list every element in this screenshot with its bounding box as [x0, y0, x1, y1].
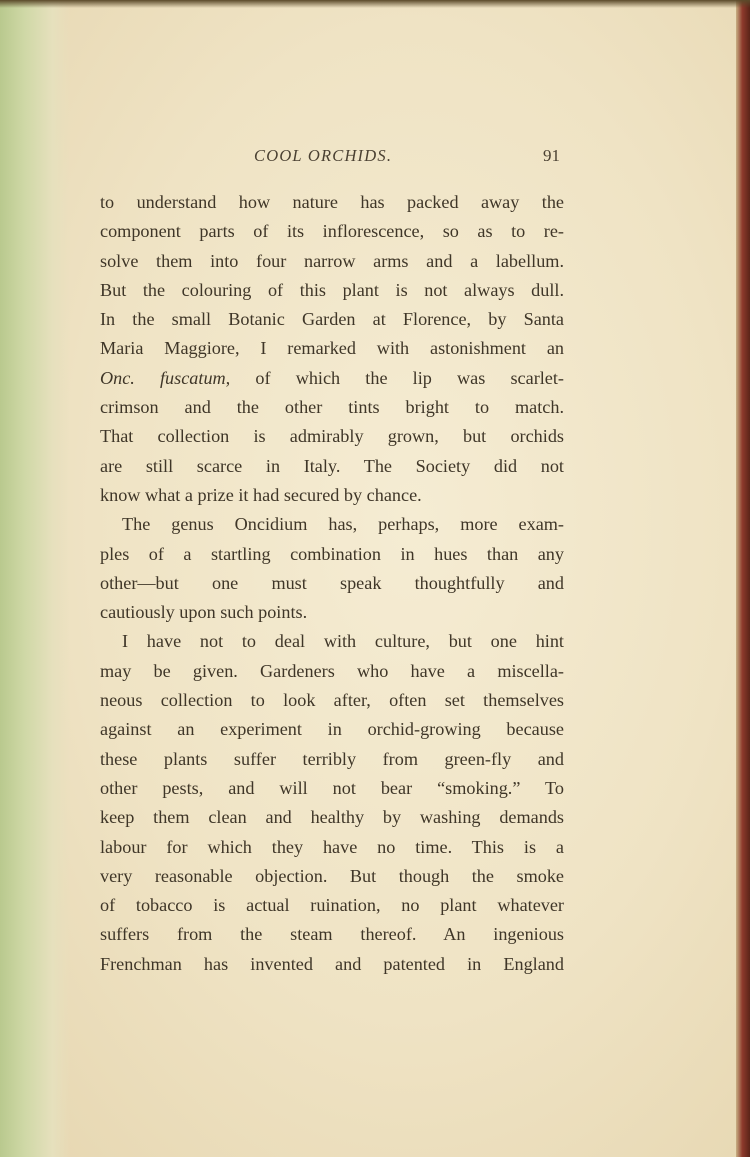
- text-line: component parts of its inflorescence, so as to re-: [100, 221, 564, 242]
- text-line: That collection is admirably grown, but orchids: [100, 426, 564, 447]
- body-text: [100, 188, 564, 979]
- running-head-title: COOL ORCHIDS.: [254, 146, 393, 165]
- text-line: [100, 364, 564, 393]
- text-line: I have not to deal with culture, but one hint: [122, 631, 564, 652]
- italic-species-name: Onc. fuscatum,: [100, 367, 231, 388]
- text-line: other pests, and will not bear “smoking.” To: [100, 777, 564, 798]
- text-line: these plants suffer terribly from green-fly and: [100, 748, 564, 769]
- text-line: Maria Maggiore, I remarked with astonishment an: [100, 338, 564, 359]
- text-line: neous collection to look after, often set themselves: [100, 690, 564, 711]
- text-line: ples of a startling combination in hues than any: [100, 543, 564, 564]
- text-line: may be given. Gardeners who have a miscella-: [100, 660, 564, 681]
- text-line: against an experiment in orchid-growing because: [100, 719, 564, 740]
- running-head: [100, 146, 564, 172]
- text-line: crimson and the other tints bright to match.: [100, 397, 564, 418]
- text-line: to understand how nature has packed away the: [100, 192, 564, 212]
- book-cover-edge: [736, 0, 750, 1157]
- text-line: The genus Oncidium has, perhaps, more exam-: [122, 514, 564, 535]
- text-line: very reasonable objection. But though the smoke: [100, 865, 564, 886]
- text-line: In the small Botanic Garden at Florence, by Santa: [100, 309, 564, 330]
- text-line: know what a prize it had secured by chance.: [100, 484, 422, 505]
- text-line: other—but one must speak thoughtfully and: [100, 572, 564, 593]
- text-line: Frenchman has invented and patented in England: [100, 953, 564, 974]
- page-number: 91: [543, 146, 560, 165]
- text-line: of tobacco is actual ruination, no plant whatever: [100, 895, 564, 916]
- text-line-rest: of which the lip was scarlet-: [230, 367, 564, 388]
- text-line: solve them into four narrow arms and a labellum.: [100, 250, 564, 271]
- text-line: But the colouring of this plant is not always dull.: [100, 279, 564, 300]
- top-shadow: [0, 0, 750, 8]
- text-line: labour for which they have no time. This is a: [100, 836, 564, 857]
- text-line: suffers from the steam thereof. An ingenious: [100, 924, 564, 945]
- text-line: cautiously upon such points.: [100, 602, 308, 623]
- page-gutter: [0, 0, 70, 1157]
- text-line: keep them clean and healthy by washing demands: [100, 807, 564, 828]
- text-line: are still scarce in Italy. The Society did not: [100, 455, 564, 476]
